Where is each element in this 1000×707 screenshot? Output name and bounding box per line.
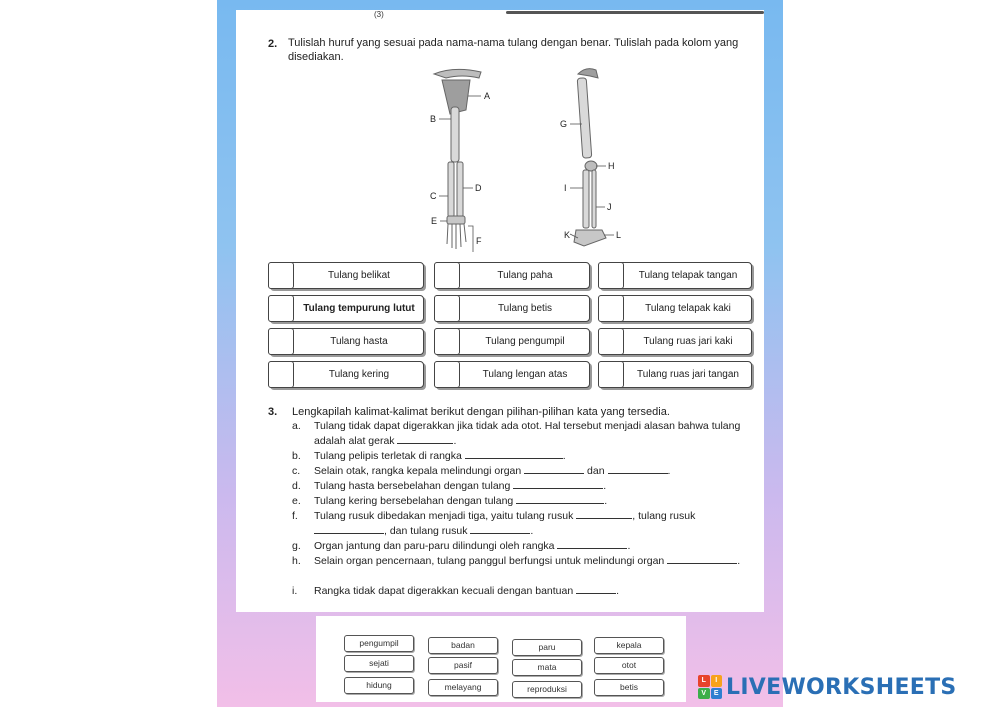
- answer-box[interactable]: [268, 295, 294, 322]
- answer-box[interactable]: [598, 262, 624, 289]
- diagram-label-h: H: [608, 161, 615, 171]
- list-item: [292, 509, 762, 539]
- logo-tile: V: [698, 688, 710, 700]
- page-marker: (3): [374, 10, 384, 19]
- bone-name: Tulang hasta: [330, 336, 388, 347]
- brand-name: LIVEWORKSHEETS: [726, 674, 957, 700]
- bone-name: Tulang pengumpil: [485, 336, 565, 347]
- item-letter: a.: [292, 420, 301, 432]
- question-3-text: Lengkapilah kalimat-kalimat berikut dengan pilihan-pilihan kata yang tersedia.: [292, 406, 670, 418]
- bone-name: Tulang betis: [497, 303, 553, 314]
- item-text: Selain otak, rangka kepala melindungi organ: [314, 465, 525, 477]
- word-chip[interactable]: betis: [594, 679, 664, 696]
- item-letter: h.: [292, 555, 301, 567]
- bone-name: Tulang paha: [497, 270, 553, 281]
- diagram-label-k: K: [564, 230, 571, 240]
- answer-blank[interactable]: [557, 539, 627, 549]
- item-text: Tulang hasta bersebelahan dengan tulang: [314, 480, 514, 492]
- list-item: [292, 449, 762, 464]
- item-text: .: [530, 525, 534, 537]
- item-letter: i.: [292, 585, 298, 597]
- list-item: [292, 494, 762, 509]
- list-item: [292, 419, 762, 449]
- answer-box[interactable]: [598, 295, 624, 322]
- item-letter: c.: [292, 465, 301, 477]
- answer-box[interactable]: [598, 328, 624, 355]
- diagram-label-g: G: [560, 119, 568, 129]
- worksheet-page: [236, 10, 764, 612]
- item-letter: e.: [292, 495, 301, 507]
- item-text: Tulang kering bersebelahan dengan tulang: [314, 495, 517, 507]
- item-text: Tulang tidak dapat digerakkan jika tidak ada otot. Hal tersebut menjadi alasan bahwa tulang adalah alat gerak: [314, 420, 741, 447]
- diagram-label-d: D: [475, 183, 482, 193]
- bone-box: [268, 328, 424, 355]
- answer-box[interactable]: [268, 262, 294, 289]
- diagram-label-a: A: [484, 91, 491, 101]
- word-chip[interactable]: pengumpil: [344, 635, 414, 652]
- answer-blank[interactable]: [576, 584, 616, 594]
- answer-box[interactable]: [434, 328, 460, 355]
- skeleton-diagram: [406, 62, 636, 252]
- word-chip[interactable]: pasif: [428, 657, 498, 674]
- page-rule: [506, 11, 764, 14]
- answer-blank[interactable]: [516, 494, 604, 504]
- word-chip[interactable]: reproduksi: [512, 681, 582, 698]
- liveworksheets-brand[interactable]: [698, 672, 957, 702]
- answer-blank[interactable]: [576, 509, 632, 519]
- item-text: Tulang rusuk dibedakan menjadi tiga, yaitu tulang rusuk: [314, 510, 577, 522]
- bone-box: [268, 361, 424, 388]
- logo-tile: E: [711, 688, 723, 700]
- bone-box: [598, 361, 752, 388]
- diagram-label-c: C: [430, 191, 437, 201]
- logo-tile: L: [698, 675, 710, 687]
- diagram-label-j: J: [607, 202, 612, 212]
- answer-box[interactable]: [268, 328, 294, 355]
- item-text: .: [616, 585, 620, 597]
- item-letter: d.: [292, 480, 301, 492]
- item-text: .: [603, 480, 607, 492]
- liveworksheets-logo-icon: [698, 675, 722, 699]
- answer-blank[interactable]: [397, 434, 453, 444]
- list-item: [292, 554, 762, 584]
- word-chip[interactable]: kepala: [594, 637, 664, 654]
- item-text: Rangka tidak dapat digerakkan kecuali dengan bantuan: [314, 585, 577, 597]
- word-chip[interactable]: sejati: [344, 655, 414, 672]
- word-chip[interactable]: hidung: [344, 677, 414, 694]
- list-item: [292, 584, 762, 599]
- answer-box[interactable]: [434, 262, 460, 289]
- item-text: .: [627, 540, 631, 552]
- item-letter: f.: [292, 510, 298, 522]
- bone-name: Tulang kering: [328, 369, 390, 380]
- bone-box: [268, 295, 424, 322]
- logo-tile: I: [711, 675, 723, 687]
- item-text: .: [667, 465, 671, 477]
- word-chip[interactable]: otot: [594, 657, 664, 674]
- answer-blank[interactable]: [524, 464, 584, 474]
- item-text: , tulang rusuk: [632, 510, 696, 522]
- bone-name: Tulang telapak tangan: [638, 270, 738, 281]
- answer-box[interactable]: [434, 295, 460, 322]
- answer-blank[interactable]: [667, 554, 737, 564]
- bone-name: Tulang ruas jari tangan: [637, 369, 739, 380]
- diagram-label-b: B: [430, 114, 437, 124]
- item-letter: b.: [292, 450, 301, 462]
- bone-name: Tulang telapak kaki: [645, 303, 731, 314]
- bone-name: Tulang tempurung lutut: [303, 303, 415, 314]
- diagram-label-i: I: [564, 183, 567, 193]
- item-text: dan: [584, 465, 608, 477]
- item-text: Selain organ pencernaan, tulang panggul berfungsi untuk melindungi organ: [314, 555, 668, 567]
- word-chip[interactable]: paru: [512, 639, 582, 656]
- bone-name: Tulang lengan atas: [482, 369, 568, 380]
- item-text: .: [604, 495, 608, 507]
- answer-box[interactable]: [268, 361, 294, 388]
- word-chip[interactable]: mata: [512, 659, 582, 676]
- word-chip[interactable]: melayang: [428, 679, 498, 696]
- answer-box[interactable]: [434, 361, 460, 388]
- bone-box: [434, 295, 590, 322]
- question-2-text: Tulislah huruf yang sesuai pada nama-nama tulang dengan benar. Tulislah pada kolom yang disediakan.: [288, 37, 739, 63]
- bone-box: [434, 328, 590, 355]
- word-chip[interactable]: badan: [428, 637, 498, 654]
- diagram-label-f: F: [476, 236, 482, 246]
- answer-blank[interactable]: [513, 479, 603, 489]
- list-item: [292, 464, 762, 479]
- bone-box: [434, 361, 590, 388]
- bone-box: [268, 262, 424, 289]
- bone-box: [598, 262, 752, 289]
- bone-name: Tulang ruas jari kaki: [643, 336, 733, 347]
- diagram-label-l: L: [616, 230, 622, 240]
- item-text: , dan tulang rusuk: [384, 525, 471, 537]
- item-text: .: [453, 435, 457, 447]
- fill-in-list: [292, 419, 762, 599]
- word-bank: [316, 616, 686, 702]
- bone-box: [598, 295, 752, 322]
- item-text: .: [562, 450, 566, 462]
- item-text: Organ jantung dan paru-paru dilindungi oleh rangka: [314, 540, 558, 552]
- leg-skeleton-illustration: [574, 69, 606, 246]
- item-text: Tulang pelipis terletak di rangka: [314, 450, 465, 462]
- list-item: [292, 539, 762, 554]
- list-item: [292, 479, 762, 494]
- question-3-number: 3.: [268, 406, 278, 418]
- diagram-label-e: E: [431, 216, 438, 226]
- item-text: .: [737, 555, 741, 567]
- question-2-number: 2.: [268, 38, 278, 50]
- answer-blank[interactable]: [314, 524, 384, 534]
- answer-blank[interactable]: [465, 449, 563, 459]
- item-letter: g.: [292, 540, 301, 552]
- answer-blank[interactable]: [608, 464, 668, 474]
- bone-box: [598, 328, 752, 355]
- bone-name: Tulang belikat: [328, 270, 390, 281]
- answer-box[interactable]: [598, 361, 624, 388]
- answer-blank[interactable]: [470, 524, 530, 534]
- bone-box: [434, 262, 590, 289]
